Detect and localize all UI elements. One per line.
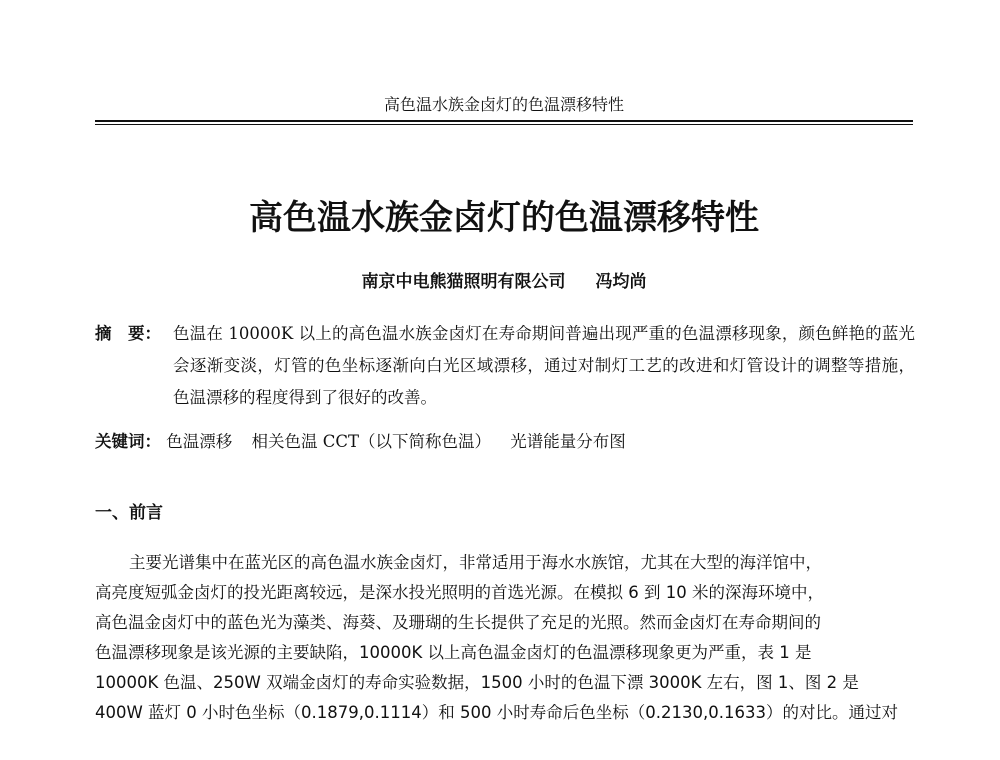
paragraph-line: 400W 蓝灯 0 小时色坐标（0.1879,0.1114）和 500 小时寿命后色坐标（0.2130,0.1633）的对比。通过对 — [95, 703, 898, 722]
paragraph-line: 10000K 色温、250W 双端金卤灯的寿命实验数据，1500 小时的色温下漂 3000K 左右，图 1、图 2 是 — [95, 673, 859, 692]
abstract — [95, 318, 915, 414]
section-heading: 一、前言 — [95, 503, 163, 523]
paragraph-line: 色温漂移现象是该光源的主要缺陷，10000K 以上高色温金卤灯的色温漂移现象更为严重，表 1 是 — [95, 643, 812, 662]
author-organization: 南京中电熊猫照明有限公司 — [361, 272, 566, 292]
paragraph-line: 高色温金卤灯中的蓝色光为藻类、海葵、及珊瑚的生长提供了充足的光照。然而金卤灯在寿命期间的 — [95, 613, 821, 632]
header-rule-thick — [95, 120, 913, 122]
body-paragraph — [95, 548, 915, 728]
paragraph-line: 高亮度短弧金卤灯的投光距离较远，是深水投光照明的首选光源。在模拟 6 到 10 米的深海环境中， — [95, 583, 824, 602]
author-name: 冯均尚 — [595, 272, 647, 292]
keywords — [95, 428, 915, 456]
running-header: 高色温水族金卤灯的色温漂移特性 — [383, 95, 624, 114]
keywords-label: 关键词： — [95, 432, 161, 451]
keyword-item: 色温漂移 — [166, 432, 233, 451]
paper-title: 高色温水族金卤灯的色温漂移特性 — [249, 198, 759, 238]
abstract-label: 摘 要： — [95, 324, 161, 343]
paragraph-line: 主要光谱集中在蓝光区的高色温水族金卤灯，非常适用于海水水族馆，尤其在大型的海洋馆中， — [129, 553, 822, 572]
header-rule-thin — [95, 124, 913, 125]
keyword-item: 相关色温 CCT（以下简称色温） — [251, 432, 491, 451]
byline — [95, 270, 913, 294]
abstract-text: 色温在 10000K 以上的高色温水族金卤灯在寿命期间普遍出现严重的色温漂移现象，颜色鲜艳的蓝光会逐渐变淡，灯管的色坐标逐渐向白光区域漂移，通过对制灯工艺的改进和灯管设计的调整等措施，色温漂移的程度得到了很好的改善。 — [173, 324, 915, 407]
keyword-item: 光谱能量分布图 — [510, 432, 626, 451]
